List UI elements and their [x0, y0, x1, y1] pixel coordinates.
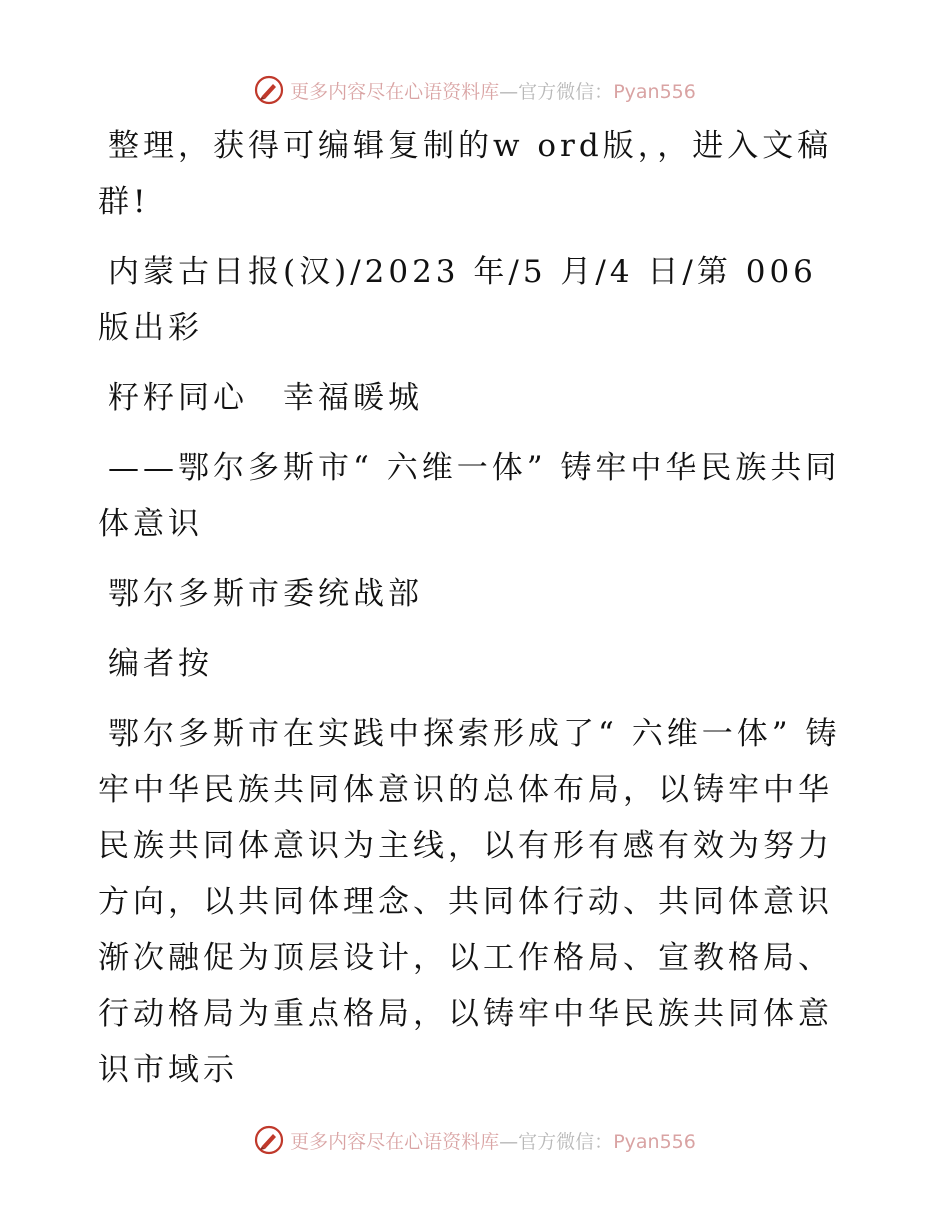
- document-body: [98, 118, 858, 1112]
- pen-logo-icon: [254, 1125, 284, 1155]
- watermark-text: 更多内容尽在心语资料库—官方微信：Pyan556: [290, 1130, 696, 1153]
- pen-logo-icon: [254, 75, 284, 105]
- watermark-text: 更多内容尽在心语资料库—官方微信：Pyan556: [290, 80, 696, 103]
- paragraph: 籽籽同心 幸福暖城: [108, 380, 423, 416]
- footer-watermark: [0, 1120, 950, 1160]
- paragraph: 鄂尔多斯市在实践中探索形成了“ 六维一体” 铸牢中华民族共同体意识的总体布局，以铸牢中华民族共同体意识为主线，以有形有感有效为努力方向，以共同体理念、共同体行动、共同体意识渐次融促为顶层设计，以工作格局、宣教格局、行动格局为重点格局，以铸牢中华民族共同体意识市域示: [98, 716, 841, 1088]
- paragraph: 整理，获得可编辑复制的w ord版，，进入文稿群!: [98, 128, 833, 220]
- paragraph: 鄂尔多斯市委统战部: [108, 576, 423, 612]
- paragraph: ——鄂尔多斯市“ 六维一体” 铸牢中华民族共同体意识: [98, 450, 841, 542]
- paragraph: 编者按: [108, 646, 213, 682]
- paragraph: 内蒙古日报(汉)/2023 年/5 月/4 日/第 006 版出彩: [98, 254, 817, 346]
- header-watermark: [0, 70, 950, 110]
